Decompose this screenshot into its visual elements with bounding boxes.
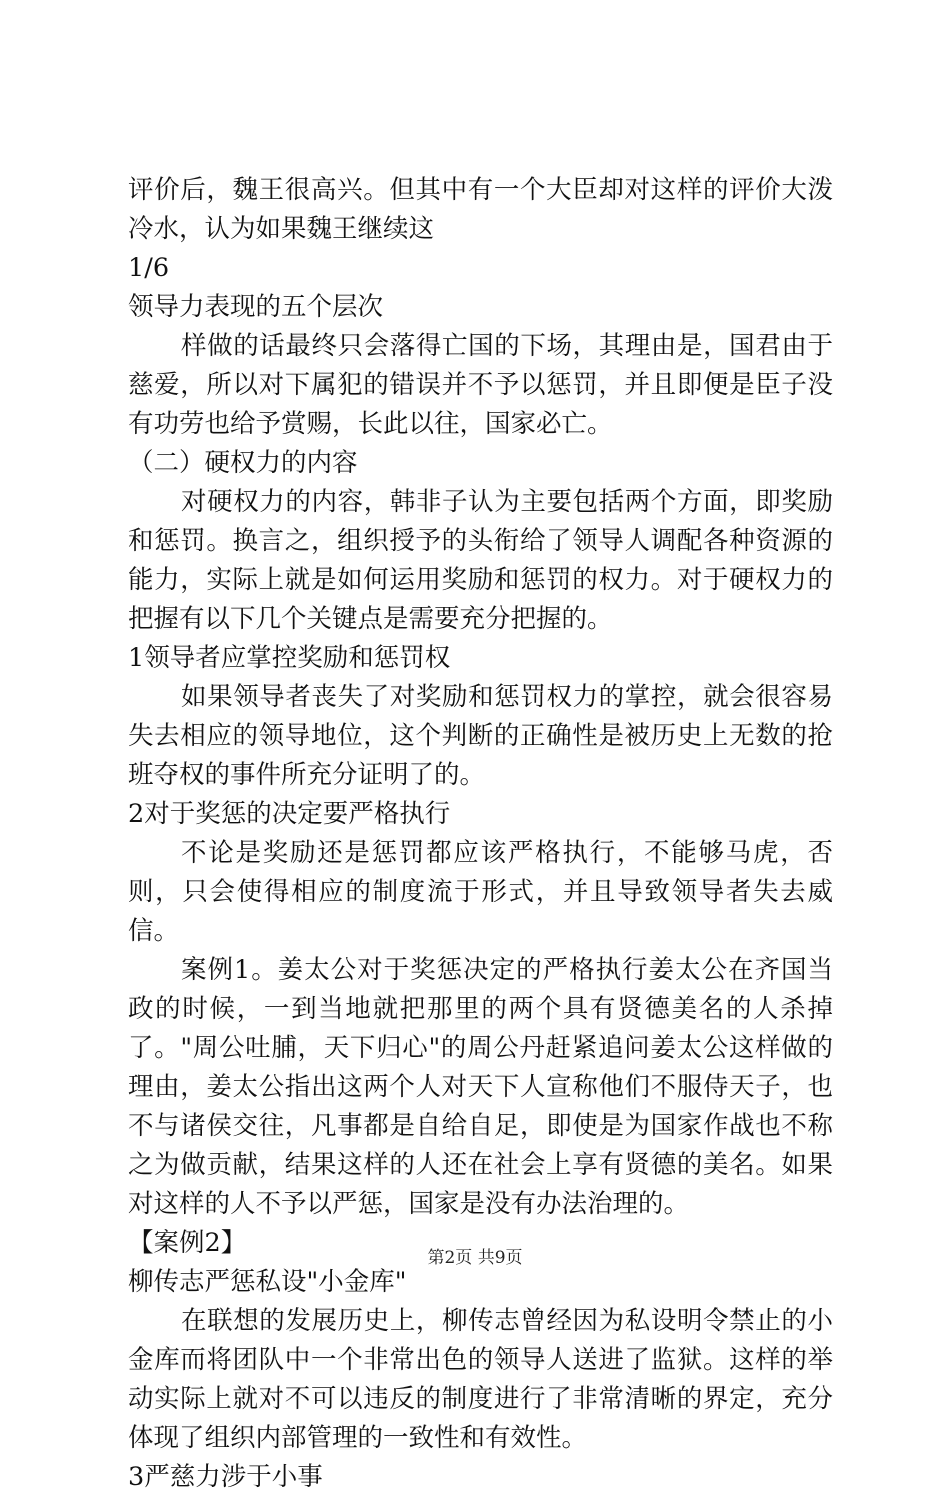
page-fraction-marker: 1/6 [128,253,170,283]
case-title: 柳传志严惩私设"小金库" [128,1267,407,1297]
paragraph: 如果领导者丧失了对奖励和惩罚权力的掌控，就会很容易失去相应的领导地位，这个判断的正确性是被历史上无数的抢班夺权的事件所充分证明了的。 [128,682,833,790]
paragraph: 在联想的发展历史上，柳传志曾经因为私设明令禁止的小金库而将团队中一个非常出色的领导人送进了监狱。这样的举动实际上就对不可以违反的制度进行了非常清晰的界定，充分体现了组织内部管理的一致性和有效性。 [128,1306,833,1453]
case-paragraph: 案例1。姜太公对于奖惩决定的严格执行姜太公在齐国当政的时候，一到当地就把那里的两个具有贤德美名的人杀掉了。"周公吐脯，天下归心"的周公丹赶紧追问姜太公这样做的理由，姜太公指出这两个人对天下人宣称他们不服侍天子，也不与诸侯交往，凡事都是自给自足，即使是为国家作战也不称之为做贡献，结果这样的人还在社会上享有贤德的美名。如果对这样的人不予以严惩，国家是没有办法治理的。 [128,955,833,1219]
subsection-heading: 2对于奖惩的决定要严格执行 [128,799,451,829]
section-heading: （二）硬权力的内容 [128,448,358,478]
running-title: 领导力表现的五个层次 [128,292,384,322]
page-footer: 第2页 共9页 [427,1248,523,1268]
paragraph-continuation: 评价后，魏王很高兴。但其中有一个大臣却对这样的评价大泼冷水，认为如果魏王继续这 [128,175,833,244]
subsection-heading: 3严慈力涉于小事 [128,1462,323,1492]
paragraph: 对硬权力的内容，韩非子认为主要包括两个方面，即奖励和惩罚。换言之，组织授予的头衔给了领导人调配各种资源的能力，实际上就是如何运用奖励和惩罚的权力。对于硬权力的把握有以下几个关键点是需要充分把握的。 [128,487,833,634]
paragraph: 不论是奖励还是惩罚都应该严格执行，不能够马虎，否则，只会使得相应的制度流于形式，并且导致领导者失去威信。 [128,838,833,946]
paragraph: 样做的话最终只会落得亡国的下场，其理由是，国君由于慈爱，所以对下属犯的错误并不予以惩罚，并且即便是臣子没有功劳也给予赏赐，长此以往，国家必亡。 [128,331,833,439]
subsection-heading: 1领导者应掌控奖励和惩罚权 [128,643,451,673]
case-heading: 【案例2】 [128,1228,247,1258]
document-body [128,171,833,1497]
